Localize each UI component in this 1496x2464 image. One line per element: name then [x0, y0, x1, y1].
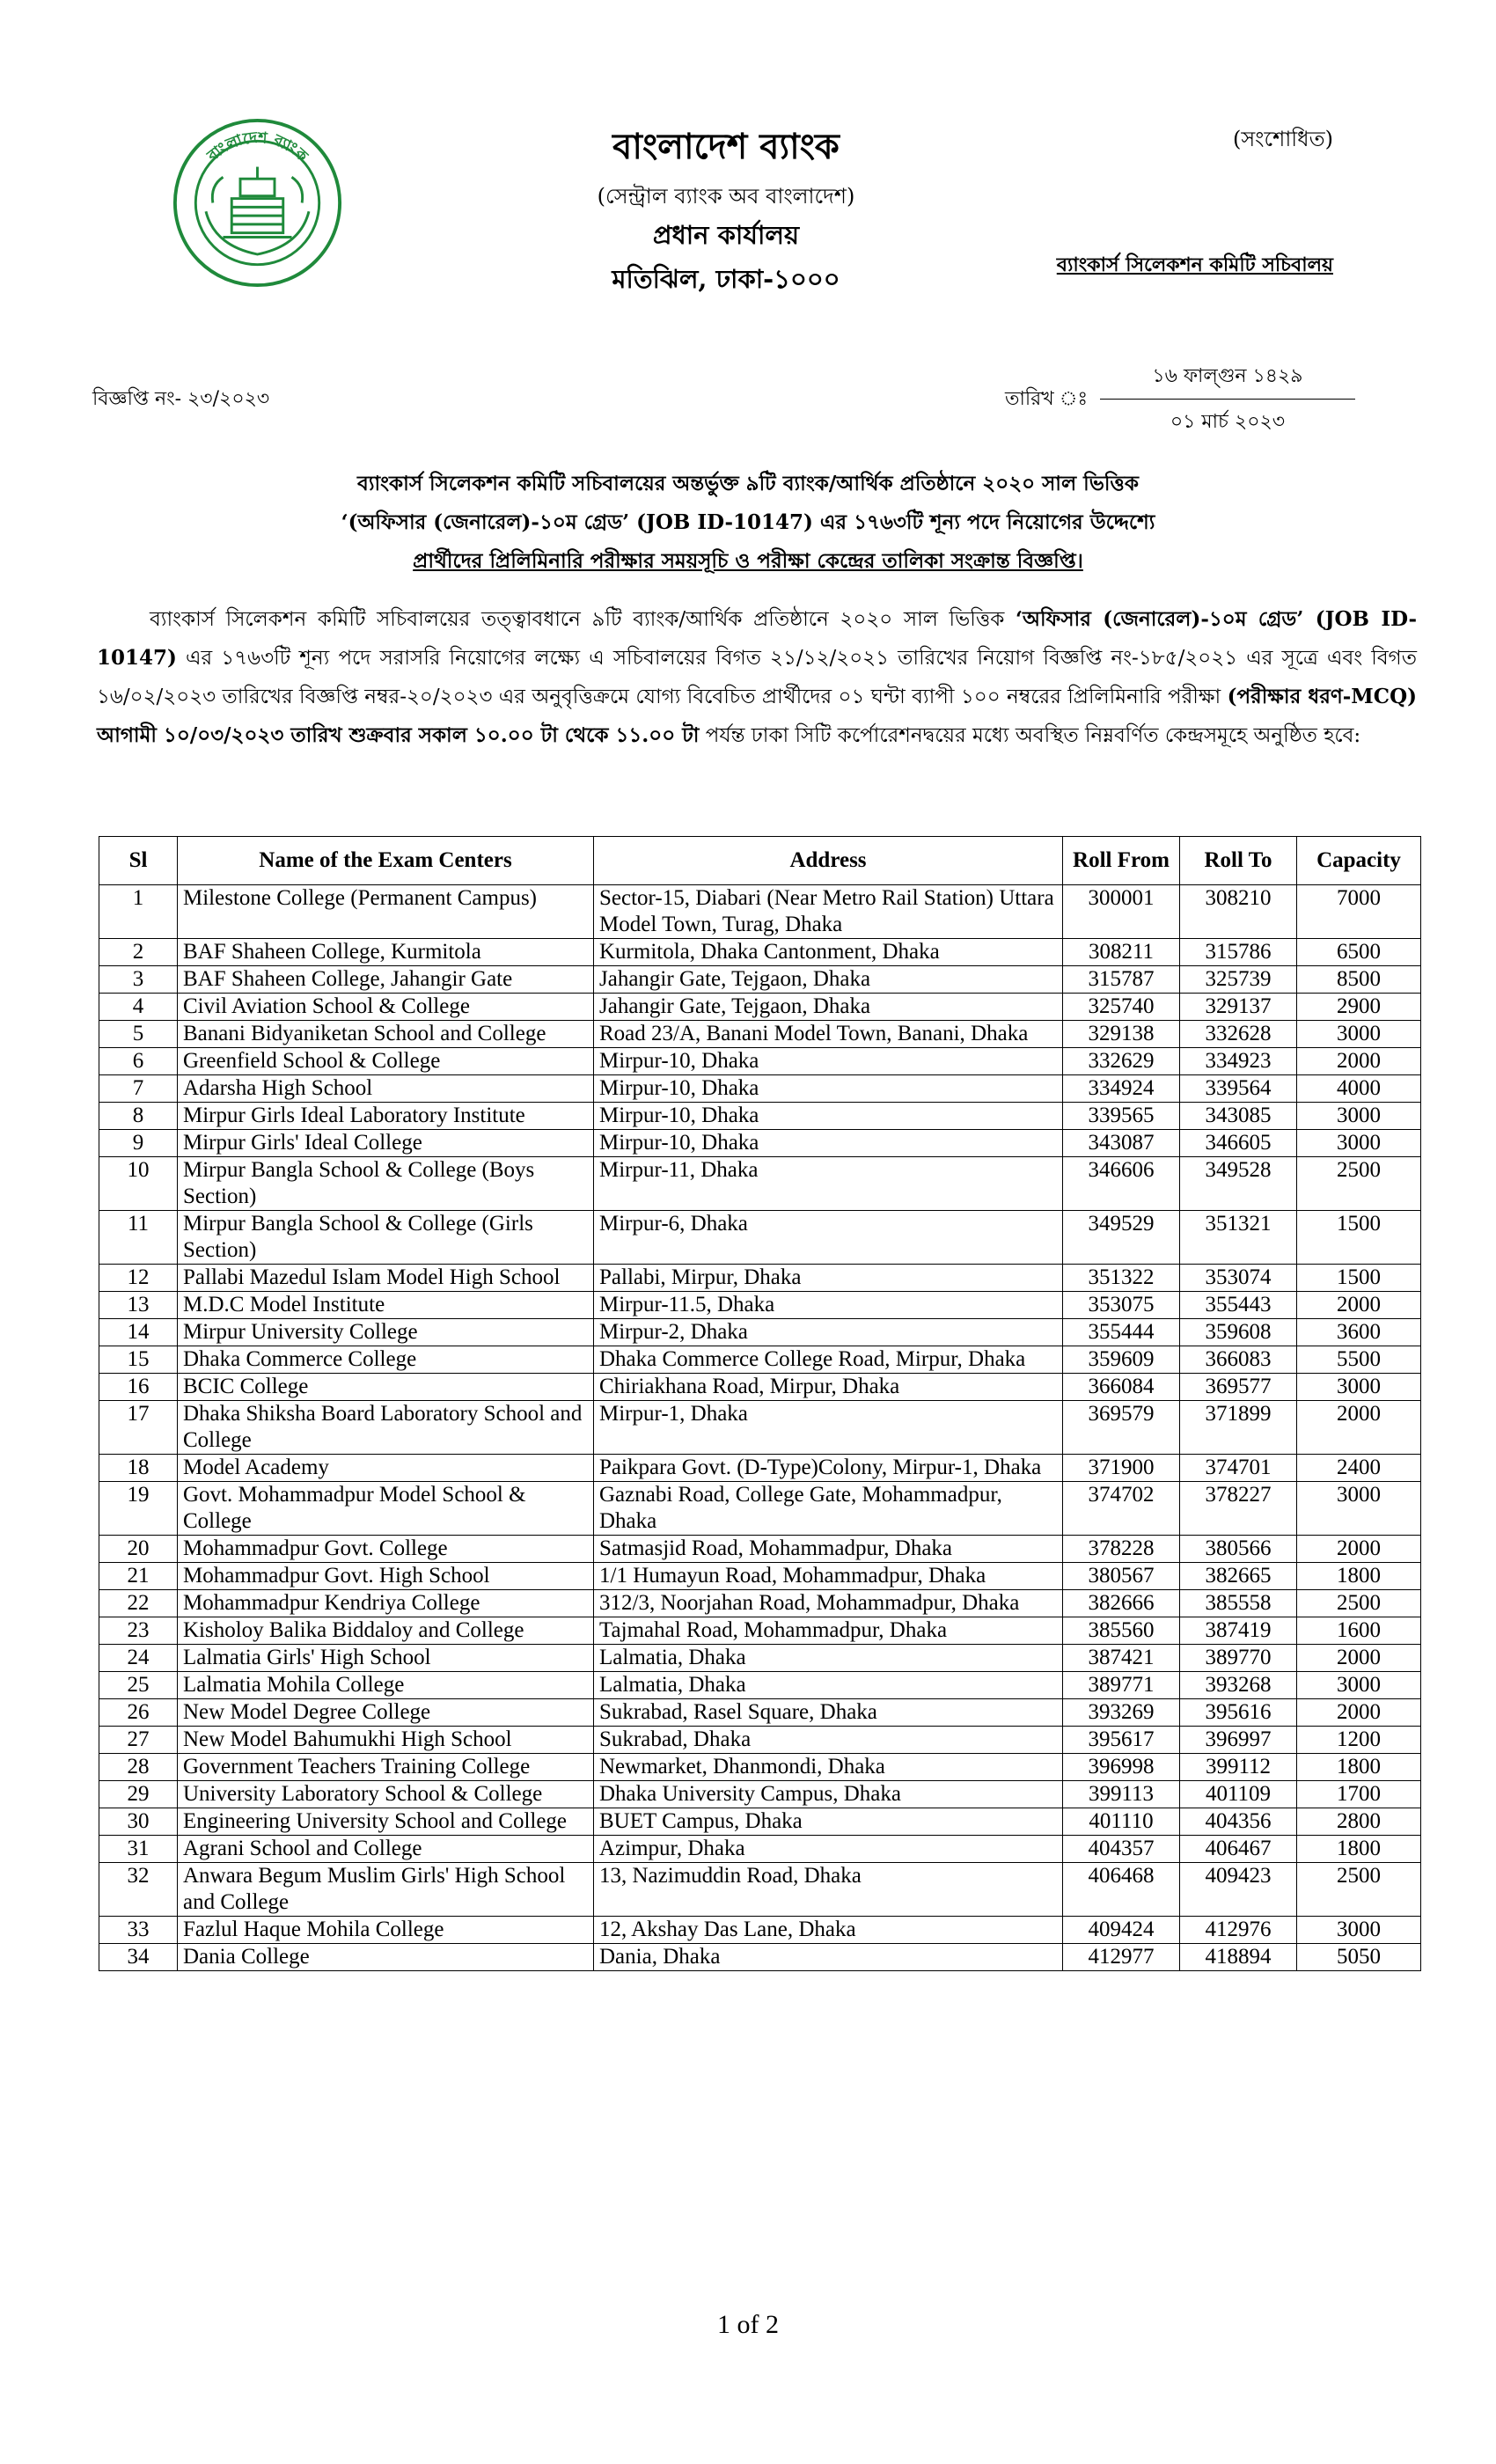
cell-address: Mirpur-10, Dhaka: [594, 1048, 1063, 1075]
cell-center-name: Mohammadpur Kendriya College: [178, 1590, 594, 1617]
cell-center-name: M.D.C Model Institute: [178, 1292, 594, 1319]
cell-center-name: Government Teachers Training College: [178, 1754, 594, 1781]
cell-capacity: 8500: [1297, 966, 1421, 994]
cell-center-name: Mohammadpur Govt. College: [178, 1536, 594, 1563]
cell-sl: 15: [99, 1346, 178, 1374]
cell-roll-from: 401110: [1063, 1808, 1180, 1836]
body-bold-1: ‘অফিসার (জেনারেল)-১০ম গ্রেড’ (JOB ID-10147): [97, 607, 1417, 670]
office-name: প্রধান কার্যালয়: [652, 220, 800, 250]
table-row: [99, 1672, 1421, 1699]
cell-center-name: Lalmatia Girls' High School: [178, 1645, 594, 1672]
cell-capacity: 2000: [1297, 1401, 1421, 1455]
cell-roll-to: 401109: [1180, 1781, 1297, 1808]
cell-capacity: 6500: [1297, 939, 1421, 966]
cell-roll-to: 387419: [1180, 1617, 1297, 1645]
cell-roll-to: 404356: [1180, 1808, 1297, 1836]
notice-body: [97, 600, 1417, 755]
org-subtitle: (সেন্ট্রাল ব্যাংক অব বাংলাদেশ): [597, 184, 855, 209]
cell-address: Azimpur, Dhaka: [594, 1836, 1063, 1863]
cell-roll-to: 406467: [1180, 1836, 1297, 1863]
body-bold-2: (পরীক্ষার ধরণ-MCQ) আগামী ১০/০৩/২০২৩ তারিখ শুক্রবার সকাল ১০.০০ টা থেকে ১১.০০ টা: [97, 685, 1417, 747]
cell-capacity: 2500: [1297, 1157, 1421, 1211]
cell-roll-from: 325740: [1063, 994, 1180, 1021]
cell-sl: 14: [99, 1319, 178, 1346]
cell-roll-from: 359609: [1063, 1346, 1180, 1374]
cell-sl: 17: [99, 1401, 178, 1455]
cell-capacity: 1800: [1297, 1836, 1421, 1863]
cell-roll-from: 371900: [1063, 1455, 1180, 1482]
cell-center-name: Mirpur Bangla School & College (Boys Section): [178, 1157, 594, 1211]
cell-sl: 2: [99, 939, 178, 966]
date-box: [1100, 361, 1355, 439]
cell-capacity: 3600: [1297, 1319, 1421, 1346]
cell-address: Mirpur-2, Dhaka: [594, 1319, 1063, 1346]
cell-roll-to: 393268: [1180, 1672, 1297, 1699]
cell-address: Mirpur-1, Dhaka: [594, 1401, 1063, 1455]
cell-capacity: 3000: [1297, 1482, 1421, 1536]
cell-sl: 19: [99, 1482, 178, 1536]
cell-sl: 5: [99, 1021, 178, 1048]
cell-center-name: New Model Bahumukhi High School: [178, 1727, 594, 1754]
cell-address: 1/1 Humayun Road, Mohammadpur, Dhaka: [594, 1563, 1063, 1590]
cell-roll-from: 382666: [1063, 1590, 1180, 1617]
table-row: [99, 966, 1421, 994]
cell-address: Dhaka University Campus, Dhaka: [594, 1781, 1063, 1808]
cell-roll-to: 366083: [1180, 1346, 1297, 1374]
cell-roll-from: 395617: [1063, 1727, 1180, 1754]
date-bengali: ১৬ ফাল্গুন ১৪২৯: [1100, 361, 1355, 400]
table-row: [99, 1455, 1421, 1482]
cell-capacity: 1800: [1297, 1754, 1421, 1781]
cell-sl: 4: [99, 994, 178, 1021]
cell-roll-from: 399113: [1063, 1781, 1180, 1808]
cell-roll-from: 339565: [1063, 1103, 1180, 1130]
cell-center-name: Mohammadpur Govt. High School: [178, 1563, 594, 1590]
table-row: [99, 1292, 1421, 1319]
cell-address: 312/3, Noorjahan Road, Mohammadpur, Dhaka: [594, 1590, 1063, 1617]
header-capacity: Capacity: [1297, 837, 1421, 885]
bangladesh-bank-logo: [172, 117, 343, 289]
table-row: [99, 1699, 1421, 1727]
cell-roll-to: 343085: [1180, 1103, 1297, 1130]
cell-sl: 12: [99, 1265, 178, 1292]
cell-address: Mirpur-11.5, Dhaka: [594, 1292, 1063, 1319]
cell-sl: 31: [99, 1836, 178, 1863]
cell-capacity: 2000: [1297, 1048, 1421, 1075]
cell-center-name: BAF Shaheen College, Kurmitola: [178, 939, 594, 966]
body-text-3: পর্যন্ত ঢাকা সিটি কর্পোরেশনদ্বয়ের মধ্যে অবস্থিত নিম্নবর্ণিত কেন্দ্রসমূহে অনুষ্ঠিত হবে:: [699, 724, 1361, 747]
cell-roll-from: 351322: [1063, 1265, 1180, 1292]
table-header-row: [99, 837, 1421, 885]
cell-capacity: 1800: [1297, 1563, 1421, 1590]
cell-capacity: 2000: [1297, 1645, 1421, 1672]
table-row: [99, 1754, 1421, 1781]
cell-sl: 32: [99, 1863, 178, 1917]
cell-center-name: Anwara Begum Muslim Girls' High School and College: [178, 1863, 594, 1917]
cell-roll-to: 396997: [1180, 1727, 1297, 1754]
cell-address: Dhaka Commerce College Road, Mirpur, Dhaka: [594, 1346, 1063, 1374]
table-row: [99, 1157, 1421, 1211]
cell-center-name: Mirpur Girls' Ideal College: [178, 1130, 594, 1157]
table-row: [99, 994, 1421, 1021]
cell-center-name: Fazlul Haque Mohila College: [178, 1917, 594, 1944]
table-row: [99, 1590, 1421, 1617]
cell-address: Lalmatia, Dhaka: [594, 1672, 1063, 1699]
date-gregorian: ০১ মার্চ ২০২৩: [1170, 411, 1286, 433]
cell-capacity: 1700: [1297, 1781, 1421, 1808]
cell-capacity: 5050: [1297, 1944, 1421, 1971]
cell-address: Road 23/A, Banani Model Town, Banani, Dhaka: [594, 1021, 1063, 1048]
svg-text:বাংলাদেশ ব্যাংক: [203, 129, 312, 166]
cell-address: Sector-15, Diabari (Near Metro Rail Station) Uttara Model Town, Turag, Dhaka: [594, 885, 1063, 939]
cell-sl: 6: [99, 1048, 178, 1075]
table-row: [99, 1944, 1421, 1971]
header-sl: Sl: [99, 837, 178, 885]
cell-address: Mirpur-11, Dhaka: [594, 1157, 1063, 1211]
cell-center-name: Mirpur Bangla School & College (Girls Section): [178, 1211, 594, 1265]
table-row: [99, 1727, 1421, 1754]
cell-roll-to: 329137: [1180, 994, 1297, 1021]
table-row: [99, 1319, 1421, 1346]
table-row: [99, 1130, 1421, 1157]
cell-capacity: 2900: [1297, 994, 1421, 1021]
table-row: [99, 1021, 1421, 1048]
header-address: Address: [594, 837, 1063, 885]
cell-capacity: 7000: [1297, 885, 1421, 939]
cell-address: 12, Akshay Das Lane, Dhaka: [594, 1917, 1063, 1944]
heading-line-3: প্রার্থীদের প্রিলিমিনারি পরীক্ষার সময়সূচি ও পরীক্ষা কেন্দ্রের তালিকা সংক্রান্ত বিজ্ঞপ্তি।: [413, 549, 1083, 573]
cell-roll-from: 369579: [1063, 1401, 1180, 1455]
cell-sl: 1: [99, 885, 178, 939]
cell-center-name: Adarsha High School: [178, 1075, 594, 1103]
cell-roll-from: 406468: [1063, 1863, 1180, 1917]
cell-center-name: Pallabi Mazedul Islam Model High School: [178, 1265, 594, 1292]
cell-roll-from: 355444: [1063, 1319, 1180, 1346]
cell-roll-from: 409424: [1063, 1917, 1180, 1944]
secretariat-label: ব্যাংকার্স সিলেকশন কমিটি সচিবালয়: [1056, 253, 1333, 276]
cell-capacity: 4000: [1297, 1075, 1421, 1103]
cell-roll-from: 300001: [1063, 885, 1180, 939]
cell-roll-from: 393269: [1063, 1699, 1180, 1727]
cell-roll-to: 359608: [1180, 1319, 1297, 1346]
cell-address: Tajmahal Road, Mohammadpur, Dhaka: [594, 1617, 1063, 1645]
cell-capacity: 3000: [1297, 1672, 1421, 1699]
cell-center-name: New Model Degree College: [178, 1699, 594, 1727]
cell-roll-from: 343087: [1063, 1130, 1180, 1157]
cell-center-name: Greenfield School & College: [178, 1048, 594, 1075]
cell-sl: 33: [99, 1917, 178, 1944]
cell-roll-to: 308210: [1180, 885, 1297, 939]
cell-roll-to: 389770: [1180, 1645, 1297, 1672]
table-row: [99, 1808, 1421, 1836]
cell-address: BUET Campus, Dhaka: [594, 1808, 1063, 1836]
cell-address: Lalmatia, Dhaka: [594, 1645, 1063, 1672]
cell-roll-to: 334923: [1180, 1048, 1297, 1075]
cell-roll-from: 404357: [1063, 1836, 1180, 1863]
cell-center-name: University Laboratory School & College: [178, 1781, 594, 1808]
cell-capacity: 3000: [1297, 1917, 1421, 1944]
cell-sl: 24: [99, 1645, 178, 1672]
cell-address: Mirpur-10, Dhaka: [594, 1103, 1063, 1130]
cell-address: Pallabi, Mirpur, Dhaka: [594, 1265, 1063, 1292]
cell-roll-from: 315787: [1063, 966, 1180, 994]
office-address: মতিঝিল, ঢাকা-১০০০: [612, 264, 840, 294]
cell-roll-from: 349529: [1063, 1211, 1180, 1265]
cell-roll-from: 346606: [1063, 1157, 1180, 1211]
cell-center-name: Dhaka Shiksha Board Laboratory School and College: [178, 1401, 594, 1455]
cell-sl: 23: [99, 1617, 178, 1645]
cell-roll-from: 308211: [1063, 939, 1180, 966]
cell-roll-from: 380567: [1063, 1563, 1180, 1590]
cell-sl: 7: [99, 1075, 178, 1103]
cell-address: Dania, Dhaka: [594, 1944, 1063, 1971]
cell-center-name: Civil Aviation School & College: [178, 994, 594, 1021]
cell-capacity: 2000: [1297, 1292, 1421, 1319]
cell-center-name: Milestone College (Permanent Campus): [178, 885, 594, 939]
cell-sl: 22: [99, 1590, 178, 1617]
cell-capacity: 1200: [1297, 1727, 1421, 1754]
cell-center-name: Mirpur University College: [178, 1319, 594, 1346]
cell-center-name: BCIC College: [178, 1374, 594, 1401]
cell-sl: 20: [99, 1536, 178, 1563]
table-row: [99, 1536, 1421, 1563]
cell-roll-to: 325739: [1180, 966, 1297, 994]
cell-capacity: 3000: [1297, 1021, 1421, 1048]
header-roll-to: Roll To: [1180, 837, 1297, 885]
cell-roll-from: 412977: [1063, 1944, 1180, 1971]
table-row: [99, 1563, 1421, 1590]
cell-roll-to: 409423: [1180, 1863, 1297, 1917]
cell-center-name: Model Academy: [178, 1455, 594, 1482]
cell-sl: 21: [99, 1563, 178, 1590]
cell-roll-from: 332629: [1063, 1048, 1180, 1075]
cell-sl: 29: [99, 1781, 178, 1808]
cell-sl: 27: [99, 1727, 178, 1754]
table-row: [99, 885, 1421, 939]
cell-capacity: 2500: [1297, 1863, 1421, 1917]
cell-sl: 3: [99, 966, 178, 994]
table-row: [99, 1374, 1421, 1401]
cell-sl: 25: [99, 1672, 178, 1699]
cell-roll-from: 374702: [1063, 1482, 1180, 1536]
date-label: তারিখ ঃ: [1005, 388, 1089, 410]
cell-roll-to: 378227: [1180, 1482, 1297, 1536]
cell-roll-from: 385560: [1063, 1617, 1180, 1645]
table-row: [99, 1075, 1421, 1103]
cell-roll-from: 387421: [1063, 1645, 1180, 1672]
table-row: [99, 1863, 1421, 1917]
cell-roll-from: 378228: [1063, 1536, 1180, 1563]
page-number: 1 of 2: [717, 2310, 779, 2339]
cell-roll-to: 332628: [1180, 1021, 1297, 1048]
cell-address: Chiriakhana Road, Mirpur, Dhaka: [594, 1374, 1063, 1401]
cell-address: Newmarket, Dhanmondi, Dhaka: [594, 1754, 1063, 1781]
cell-roll-from: 366084: [1063, 1374, 1180, 1401]
cell-roll-from: 334924: [1063, 1075, 1180, 1103]
body-text-1: ব্যাংকার্স সিলেকশন কমিটি সচিবালয়ের তত্ত্বাবধানে ৯টি ব্যাংক/আর্থিক প্রতিষ্ঠানে ২০২০ সাল ভিত্তিক: [150, 608, 1016, 631]
cell-roll-to: 346605: [1180, 1130, 1297, 1157]
cell-capacity: 2400: [1297, 1455, 1421, 1482]
cell-center-name: Engineering University School and College: [178, 1808, 594, 1836]
cell-address: Mirpur-10, Dhaka: [594, 1075, 1063, 1103]
cell-center-name: Dania College: [178, 1944, 594, 1971]
cell-center-name: Banani Bidyaniketan School and College: [178, 1021, 594, 1048]
cell-roll-to: 353074: [1180, 1265, 1297, 1292]
cell-capacity: 2000: [1297, 1536, 1421, 1563]
cell-roll-from: 396998: [1063, 1754, 1180, 1781]
cell-center-name: BAF Shaheen College, Jahangir Gate: [178, 966, 594, 994]
header-roll-from: Roll From: [1063, 837, 1180, 885]
table-row: [99, 1103, 1421, 1130]
table-row: [99, 939, 1421, 966]
cell-address: Kurmitola, Dhaka Cantonment, Dhaka: [594, 939, 1063, 966]
table-row: [99, 1265, 1421, 1292]
cell-sl: 11: [99, 1211, 178, 1265]
table-row: [99, 1781, 1421, 1808]
cell-sl: 28: [99, 1754, 178, 1781]
header-center-name: Name of the Exam Centers: [178, 837, 594, 885]
cell-sl: 34: [99, 1944, 178, 1971]
cell-capacity: 3000: [1297, 1374, 1421, 1401]
cell-address: Mirpur-6, Dhaka: [594, 1211, 1063, 1265]
cell-roll-to: 371899: [1180, 1401, 1297, 1455]
cell-center-name: Govt. Mohammadpur Model School & College: [178, 1482, 594, 1536]
table-row: [99, 1836, 1421, 1863]
cell-address: Sukrabad, Dhaka: [594, 1727, 1063, 1754]
cell-capacity: 2500: [1297, 1590, 1421, 1617]
cell-address: Gaznabi Road, College Gate, Mohammadpur, Dhaka: [594, 1482, 1063, 1536]
cell-roll-to: 369577: [1180, 1374, 1297, 1401]
cell-roll-to: 418894: [1180, 1944, 1297, 1971]
heading-line-1: ব্যাংকার্স সিলেকশন কমিটি সচিবালয়ের অন্তর্ভুক্ত ৯টি ব্যাংক/আর্থিক প্রতিষ্ঠানে ২০২০ সাল ভিত্তিক: [357, 472, 1139, 495]
cell-roll-to: 382665: [1180, 1563, 1297, 1590]
table-row: [99, 1401, 1421, 1455]
table-row: [99, 1211, 1421, 1265]
cell-roll-to: 380566: [1180, 1536, 1297, 1563]
table-row: [99, 1617, 1421, 1645]
cell-address: Paikpara Govt. (D-Type)Colony, Mirpur-1, Dhaka: [594, 1455, 1063, 1482]
cell-sl: 8: [99, 1103, 178, 1130]
cell-roll-from: 389771: [1063, 1672, 1180, 1699]
heading-line-2: ‘(অফিসার (জেনারেল)-১০ম গ্রেড’ (JOB ID-10147) এর ১৭৬৩টি শূন্য পদে নিয়োগের উদ্দেশ্যে: [341, 510, 1155, 534]
notice-number: বিজ্ঞপ্তি নং- ২৩/২০২৩: [92, 388, 270, 410]
cell-address: Jahangir Gate, Tejgaon, Dhaka: [594, 966, 1063, 994]
cell-center-name: Mirpur Girls Ideal Laboratory Institute: [178, 1103, 594, 1130]
table-body: [99, 885, 1421, 1971]
cell-capacity: 3000: [1297, 1103, 1421, 1130]
cell-capacity: 5500: [1297, 1346, 1421, 1374]
cell-sl: 26: [99, 1699, 178, 1727]
amended-label: (সংশোধিত): [1232, 127, 1333, 151]
cell-center-name: Dhaka Commerce College: [178, 1346, 594, 1374]
cell-roll-to: 395616: [1180, 1699, 1297, 1727]
cell-roll-to: 412976: [1180, 1917, 1297, 1944]
cell-capacity: 1500: [1297, 1211, 1421, 1265]
cell-address: Satmasjid Road, Mohammadpur, Dhaka: [594, 1536, 1063, 1563]
cell-roll-to: 339564: [1180, 1075, 1297, 1103]
cell-sl: 18: [99, 1455, 178, 1482]
cell-sl: 9: [99, 1130, 178, 1157]
org-name: বাংলাদেশ ব্যাংক: [612, 126, 840, 167]
table-row: [99, 1346, 1421, 1374]
cell-roll-to: 385558: [1180, 1590, 1297, 1617]
cell-sl: 30: [99, 1808, 178, 1836]
cell-capacity: 2800: [1297, 1808, 1421, 1836]
cell-roll-to: 349528: [1180, 1157, 1297, 1211]
cell-sl: 16: [99, 1374, 178, 1401]
cell-sl: 10: [99, 1157, 178, 1211]
table-row: [99, 1048, 1421, 1075]
cell-roll-from: 353075: [1063, 1292, 1180, 1319]
cell-center-name: Agrani School and College: [178, 1836, 594, 1863]
cell-address: 13, Nazimuddin Road, Dhaka: [594, 1863, 1063, 1917]
cell-capacity: 1600: [1297, 1617, 1421, 1645]
cell-address: Mirpur-10, Dhaka: [594, 1130, 1063, 1157]
table-row: [99, 1645, 1421, 1672]
cell-roll-to: 374701: [1180, 1455, 1297, 1482]
cell-capacity: 2000: [1297, 1699, 1421, 1727]
cell-center-name: Lalmatia Mohila College: [178, 1672, 594, 1699]
cell-address: Sukrabad, Rasel Square, Dhaka: [594, 1699, 1063, 1727]
cell-address: Jahangir Gate, Tejgaon, Dhaka: [594, 994, 1063, 1021]
cell-capacity: 3000: [1297, 1130, 1421, 1157]
exam-centers-table: [99, 836, 1421, 1971]
body-text-2: এর ১৭৬৩টি শূন্য পদে সরাসরি নিয়োগের লক্ষ্যে এ সচিবালয়ের বিগত ২১/১২/২০২১ তারিখের নিয়োগ বিজ্ঞপ্তি নং-১৮৫/২০২১ এর সূত্রে এবং বিগত ১৬/০২/২০২৩ তারিখের বিজ্ঞপ্তি নম্বর-২০/২০২৩ এর অনুবৃত্তিক্রমে যোগ্য বিবেচিত প্রার্থীদের ০১ ঘন্টা ব্যাপী ১০০ নম্বরের প্রিলিমিনারি পরীক্ষা: [97, 647, 1417, 708]
cell-roll-to: 351321: [1180, 1211, 1297, 1265]
cell-sl: 13: [99, 1292, 178, 1319]
cell-center-name: Kisholoy Balika Biddaloy and College: [178, 1617, 594, 1645]
cell-roll-to: 399112: [1180, 1754, 1297, 1781]
logo-text: বাংলাদেশ ব্যাংক: [204, 128, 312, 165]
table-row: [99, 1482, 1421, 1536]
cell-roll-to: 355443: [1180, 1292, 1297, 1319]
cell-roll-to: 315786: [1180, 939, 1297, 966]
cell-roll-from: 329138: [1063, 1021, 1180, 1048]
notice-heading: [97, 465, 1399, 581]
table-row: [99, 1917, 1421, 1944]
cell-capacity: 1500: [1297, 1265, 1421, 1292]
